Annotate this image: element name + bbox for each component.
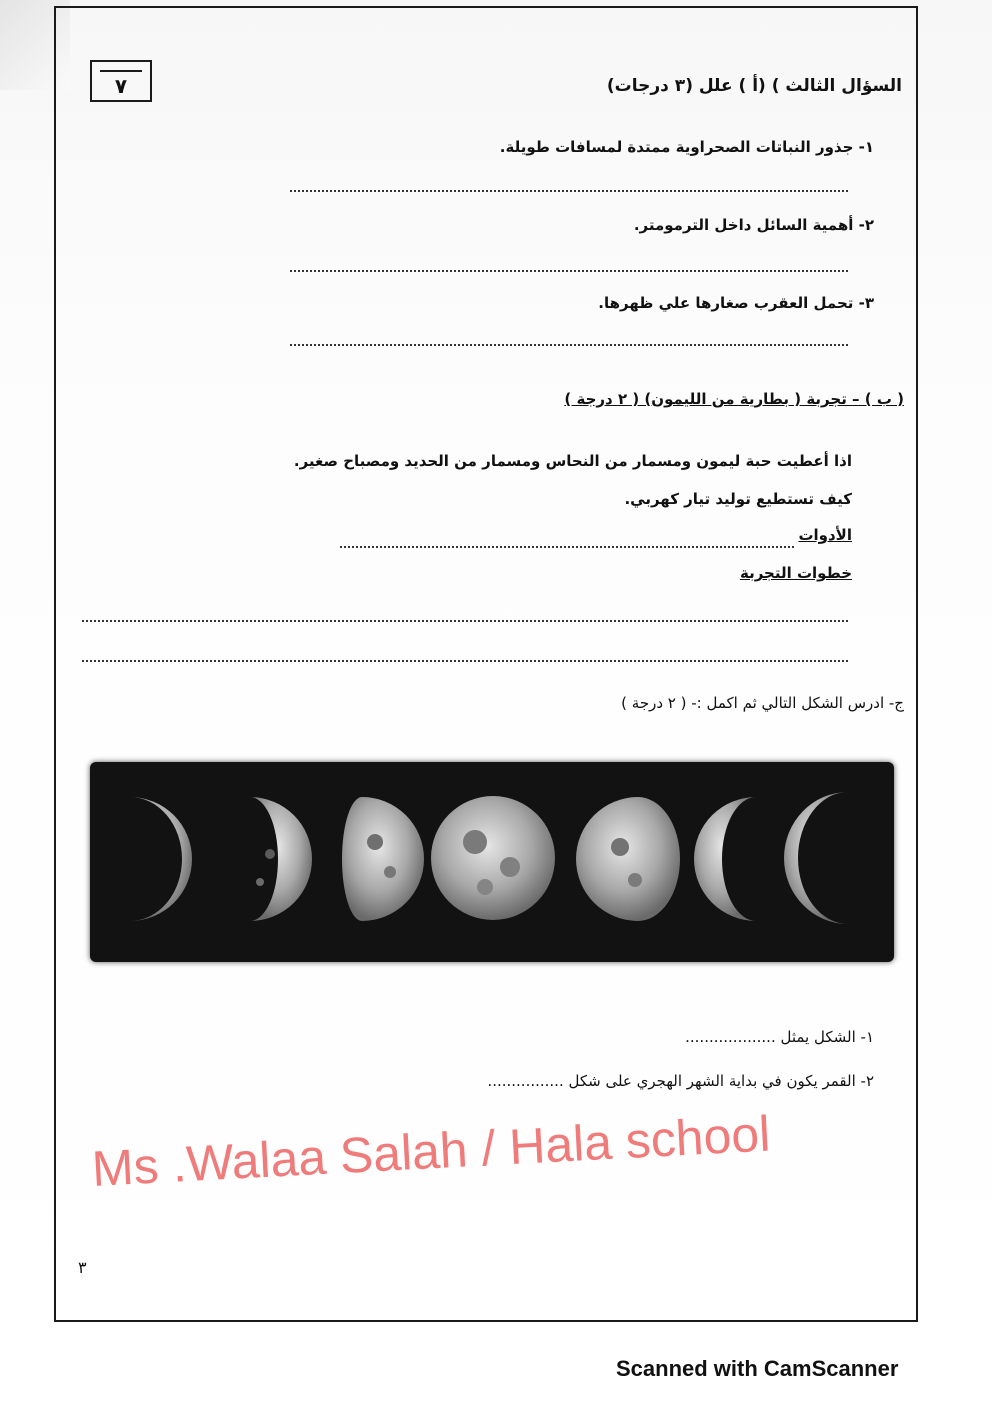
section-c-item-2: ٢- القمر يكون في بداية الشهر الهجري على شكل ................ <box>487 1072 874 1090</box>
moon-phase-1 <box>130 797 192 921</box>
score-box <box>90 60 152 102</box>
moon-phases-svg <box>90 762 894 962</box>
section-c-item-1: ١- الشكل يمثل ................... <box>685 1028 874 1046</box>
section-a-item-3: ٣- تحمل العقرب صغارها علي ظهرها. <box>598 294 874 312</box>
moon-phase-6 <box>694 797 756 921</box>
answer-line-a3 <box>290 344 848 346</box>
answer-line-steps-2 <box>82 660 848 662</box>
moon-phase-3 <box>342 797 424 921</box>
steps-label: خطوات التجربة <box>739 564 852 582</box>
section-b-title: ( ب ) – تجربة ( بطارية من الليمون) ( ٢ درجة ) <box>564 390 904 408</box>
answer-line-a2 <box>290 270 848 272</box>
moon-phase-4 <box>431 796 555 920</box>
page-number: ٣ <box>78 1258 87 1277</box>
section-a-item-2: ٢- أهمية السائل داخل الترمومتر. <box>633 216 874 234</box>
watermark: Ms .Walaa Salah / Hala school <box>90 1105 772 1197</box>
moon-phase-2 <box>250 797 312 921</box>
section-b-line-1: اذا أعطيت حبة ليمون ومسمار من النحاس ومسمار من الحديد ومصباح صغير. <box>293 452 852 470</box>
moon-phase-5 <box>576 797 680 921</box>
moon-phase-7 <box>784 792 848 924</box>
answer-line-tools <box>340 546 794 548</box>
section-b-line-2: كيف تستطيع توليد تيار كهربي. <box>624 490 852 508</box>
moon-phases-image <box>90 762 894 962</box>
section-c-title: ج- ادرس الشكل التالي ثم اكمل :- ( ٢ درجة ) <box>621 694 904 712</box>
score-divider <box>100 70 142 72</box>
tools-label: الأدوات <box>798 526 852 544</box>
answer-line-a1 <box>290 190 848 192</box>
camscanner-footer: Scanned with CamScanner <box>616 1356 899 1381</box>
section-a-title: السؤال الثالث ) (أ ) علل (٣ درجات) <box>606 76 902 96</box>
answer-line-steps-1 <box>82 620 848 622</box>
score-mark: ٧ <box>114 74 128 98</box>
section-a-item-1: ١- جذور النباتات الصحراوية ممتدة لمسافات طويلة. <box>499 138 874 156</box>
